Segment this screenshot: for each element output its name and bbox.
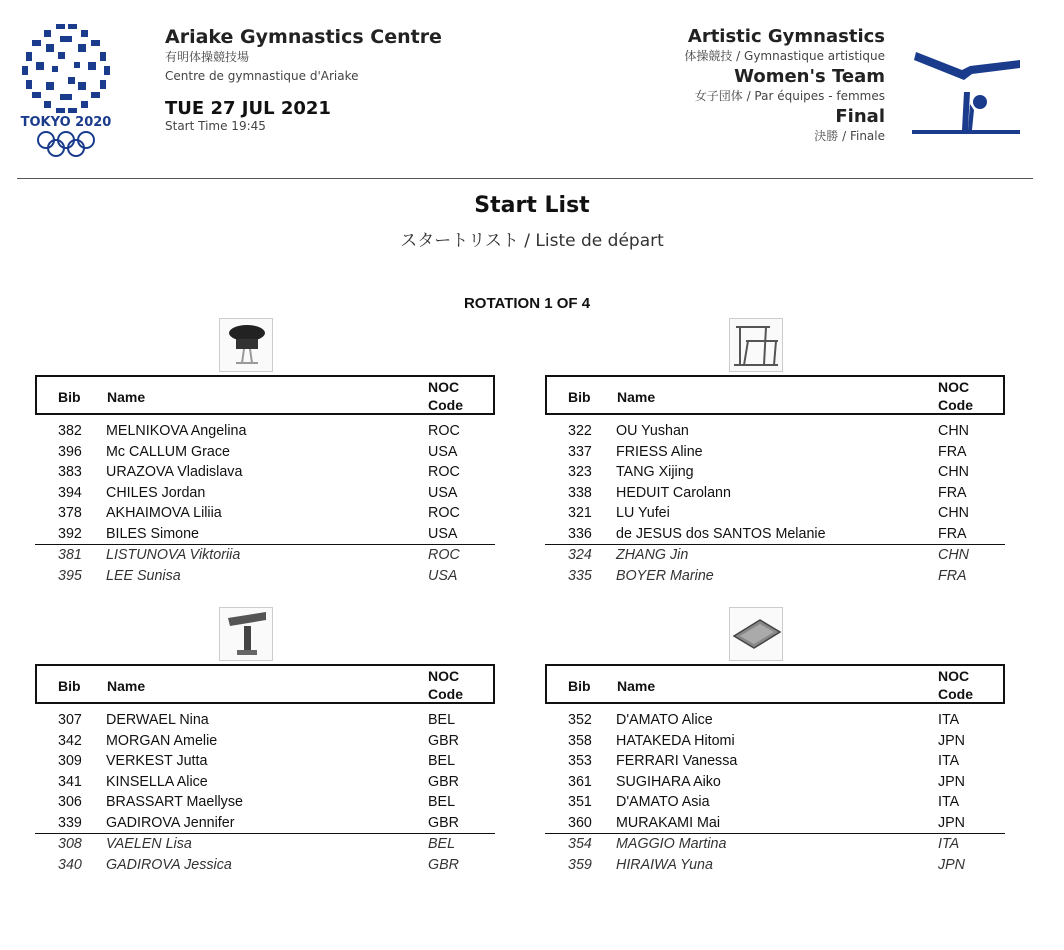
table-row — [545, 503, 1005, 524]
noc-code: GBR — [428, 856, 459, 873]
emblem-icon — [16, 22, 116, 162]
table-row — [35, 813, 495, 835]
event-date: TUE 27 JUL 2021 — [165, 98, 331, 119]
sport-name-sub: 体操競技 / Gymnastique artistique — [684, 49, 885, 63]
col-bib: Bib — [58, 678, 81, 694]
bib-number: 354 — [568, 836, 592, 852]
athlete-name: GADIROVA Jennifer — [106, 814, 235, 831]
table-rows — [35, 710, 495, 875]
noc-code: BEL — [428, 753, 456, 769]
venue-name: Ariake Gymnastics Centre — [165, 26, 442, 48]
noc-code: ROC — [428, 423, 460, 439]
athlete-name: de JESUS dos SANTOS Melanie — [616, 525, 826, 542]
table-row — [35, 462, 495, 483]
phase-name: Final — [835, 106, 885, 127]
athlete-name: GADIROVA Jessica — [106, 856, 232, 873]
noc-code: FRA — [938, 525, 967, 542]
col-noc: NOC Code — [938, 379, 973, 413]
athlete-name: DERWAEL Nina — [106, 712, 209, 728]
table-row — [545, 813, 1005, 835]
bib-number: 321 — [568, 505, 592, 521]
athlete-name: ZHANG Jin — [616, 547, 689, 563]
noc-code: FRA — [938, 567, 967, 584]
noc-code: JPN — [938, 732, 966, 749]
noc-code: USA — [428, 525, 458, 542]
col-noc: NOC Code — [428, 379, 463, 413]
athlete-name: D'AMATO Alice — [616, 712, 713, 728]
noc-code: JPN — [938, 814, 966, 831]
bib-number: 358 — [568, 732, 592, 749]
table-row — [545, 710, 1005, 731]
noc-code: CHN — [938, 547, 969, 563]
table-rows — [545, 710, 1005, 875]
bib-number: 337 — [568, 443, 592, 460]
noc-code: ITA — [938, 794, 960, 810]
noc-code: CHN — [938, 505, 969, 521]
bib-number: 361 — [568, 773, 592, 790]
start-list-balance-beam — [35, 664, 495, 875]
noc-code: ROC — [428, 464, 460, 480]
bib-number: 323 — [568, 464, 592, 480]
bib-number: 395 — [58, 567, 82, 584]
col-bib: Bib — [58, 389, 81, 405]
table-row — [545, 772, 1005, 793]
vault-icon — [219, 318, 273, 372]
reserve-row — [545, 566, 1005, 587]
bib-number: 383 — [58, 464, 82, 480]
bib-number: 360 — [568, 814, 592, 831]
athlete-name: KINSELLA Alice — [106, 773, 208, 790]
col-bib: Bib — [568, 678, 591, 694]
event-name-sub: 女子団体 / Par équipes - femmes — [694, 89, 885, 103]
table-row — [545, 751, 1005, 772]
bib-number: 381 — [58, 547, 82, 563]
col-name: Name — [107, 678, 146, 694]
noc-code: USA — [428, 567, 458, 584]
noc-code: USA — [428, 443, 458, 460]
start-time: Start Time 19:45 — [165, 119, 266, 133]
athlete-name: HIRAIWA Yuna — [616, 856, 713, 873]
athlete-name: VERKEST Jutta — [106, 753, 208, 769]
bib-number: 382 — [58, 423, 82, 439]
bib-number: 324 — [568, 547, 592, 563]
reserve-row — [35, 834, 495, 855]
table-row — [35, 483, 495, 504]
rotation-label: ROTATION 1 OF 4 — [463, 295, 591, 312]
table-row — [35, 772, 495, 793]
athlete-name: SUGIHARA Aiko — [616, 773, 721, 790]
table-row — [35, 710, 495, 731]
noc-code: USA — [428, 484, 458, 501]
table-row — [545, 524, 1005, 546]
table-row — [35, 421, 495, 442]
floor-exercise-icon — [729, 607, 783, 661]
noc-code: JPN — [938, 856, 966, 873]
table-row — [545, 731, 1005, 752]
athlete-name: LEE Sunisa — [106, 567, 181, 584]
start-list-floor-exercise — [545, 664, 1005, 875]
table-row — [35, 792, 495, 813]
start-list-uneven-bars — [545, 375, 1005, 586]
bib-number: 309 — [58, 753, 82, 769]
reserve-row — [545, 545, 1005, 566]
venue-name-jp: 有明体操競技場 — [165, 50, 250, 64]
table-row — [35, 503, 495, 524]
athlete-name: LU Yufei — [616, 505, 670, 521]
bib-number: 336 — [568, 525, 592, 542]
table-row — [545, 421, 1005, 442]
page-title: Start List — [474, 193, 590, 218]
logo-text: TOKYO 2020 — [20, 115, 112, 130]
bib-number: 335 — [568, 567, 592, 584]
reserve-row — [35, 545, 495, 566]
table-row — [545, 792, 1005, 813]
noc-code: BEL — [428, 836, 456, 852]
noc-code: GBR — [428, 732, 459, 749]
athlete-name: Mc CALLUM Grace — [106, 443, 230, 460]
athlete-name: CHILES Jordan — [106, 484, 206, 501]
table-row — [35, 524, 495, 546]
bib-number: 351 — [568, 794, 592, 810]
noc-code: BEL — [428, 794, 456, 810]
athlete-name: LISTUNOVA Viktoriia — [106, 547, 241, 563]
bib-number: 394 — [58, 484, 82, 501]
athlete-name: VAELEN Lisa — [106, 836, 192, 852]
noc-code: ITA — [938, 712, 960, 728]
reserve-row — [545, 855, 1005, 876]
page-subtitle: スタートリスト / Liste de départ — [400, 231, 664, 251]
noc-code: ROC — [428, 547, 460, 563]
col-name: Name — [107, 389, 146, 405]
col-noc: NOC Code — [938, 668, 973, 702]
balance-beam-icon — [219, 607, 273, 661]
table-row — [545, 442, 1005, 463]
col-name: Name — [617, 389, 656, 405]
noc-code: ROC — [428, 505, 460, 521]
athlete-name: BOYER Marine — [616, 567, 714, 584]
header-venue-block — [165, 26, 442, 133]
athlete-name: TANG Xijing — [616, 464, 694, 480]
athlete-name: D'AMATO Asia — [616, 794, 710, 810]
tokyo-2020-logo — [16, 22, 116, 162]
noc-code: JPN — [938, 773, 966, 790]
table-header — [35, 375, 495, 415]
athlete-name: FERRARI Vanessa — [616, 753, 738, 769]
athlete-name: HEDUIT Carolann — [616, 484, 731, 501]
start-list-vault — [35, 375, 495, 586]
table-row — [35, 731, 495, 752]
sport-name: Artistic Gymnastics — [687, 26, 885, 47]
reserve-row — [35, 855, 495, 876]
bib-number: 392 — [58, 525, 82, 542]
bib-number: 342 — [58, 732, 82, 749]
bib-number: 338 — [568, 484, 592, 501]
table-row — [545, 483, 1005, 504]
phase-name-sub: 決勝 / Finale — [814, 129, 885, 143]
table-header — [35, 664, 495, 704]
table-header — [545, 375, 1005, 415]
noc-code: ITA — [938, 836, 960, 852]
bib-number: 307 — [58, 712, 82, 728]
athlete-name: HATAKEDA Hitomi — [616, 732, 735, 749]
athlete-name: MURAKAMI Mai — [616, 814, 721, 831]
athlete-name: AKHAIMOVA Liliia — [106, 505, 222, 521]
venue-name-fr: Centre de gymnastique d'Ariake — [165, 69, 359, 83]
bib-number: 339 — [58, 814, 82, 831]
noc-code: CHN — [938, 423, 969, 439]
uneven-bars-icon — [729, 318, 783, 372]
noc-code: FRA — [938, 443, 967, 460]
athlete-name: URAZOVA Vladislava — [106, 464, 243, 480]
event-name: Women's Team — [734, 66, 885, 87]
table-row — [35, 442, 495, 463]
noc-code: GBR — [428, 814, 459, 831]
table-header — [545, 664, 1005, 704]
bib-number: 306 — [58, 794, 82, 810]
header-event-block — [684, 26, 885, 146]
bib-number: 322 — [568, 423, 592, 439]
bib-number: 353 — [568, 753, 592, 769]
noc-code: CHN — [938, 464, 969, 480]
bib-number: 359 — [568, 856, 592, 873]
col-bib: Bib — [568, 389, 591, 405]
reserve-row — [35, 566, 495, 587]
athlete-name: FRIESS Aline — [616, 443, 703, 460]
table-rows — [35, 421, 495, 586]
bib-number: 396 — [58, 443, 82, 460]
athlete-name: MORGAN Amelie — [106, 732, 218, 749]
bib-number: 352 — [568, 712, 592, 728]
bib-number: 378 — [58, 505, 82, 521]
bib-number: 308 — [58, 836, 82, 852]
col-noc: NOC Code — [428, 668, 463, 702]
athlete-name: BRASSART Maellyse — [106, 794, 243, 810]
noc-code: BEL — [428, 712, 456, 728]
table-rows — [545, 421, 1005, 586]
athlete-name: MELNIKOVA Angelina — [106, 423, 247, 439]
athlete-name: OU Yushan — [616, 423, 689, 439]
header-divider — [17, 178, 1033, 179]
bib-number: 340 — [58, 856, 82, 873]
athlete-name: MAGGIO Martina — [616, 836, 727, 852]
bib-number: 341 — [58, 773, 82, 790]
table-row — [545, 462, 1005, 483]
noc-code: GBR — [428, 773, 459, 790]
reserve-row — [545, 834, 1005, 855]
col-name: Name — [617, 678, 656, 694]
athlete-name: BILES Simone — [106, 525, 199, 542]
gymnastics-pictogram-icon — [912, 44, 1024, 138]
noc-code: ITA — [938, 753, 960, 769]
noc-code: FRA — [938, 484, 967, 501]
table-row — [35, 751, 495, 772]
